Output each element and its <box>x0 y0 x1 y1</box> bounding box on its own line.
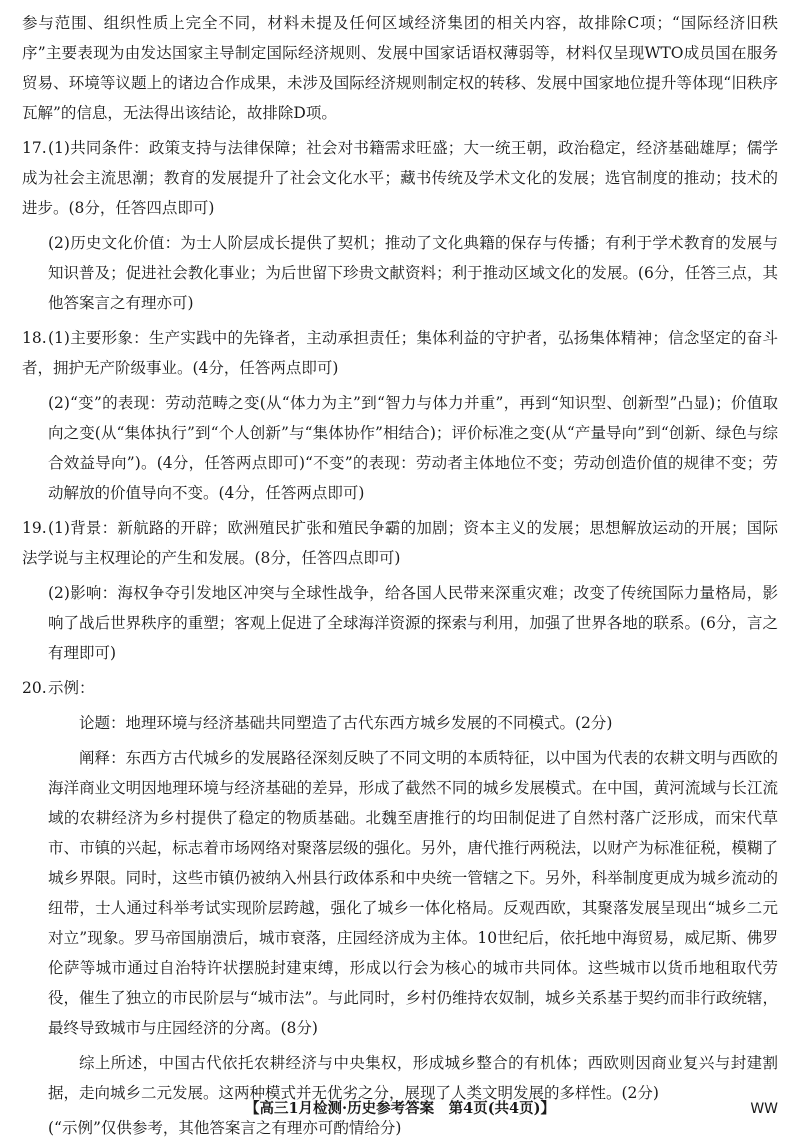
page-footer <box>0 1096 800 1122</box>
explanation: 阐释：东西方古代城乡的发展路径深刻反映了不同文明的本质特征，以中国为代表的农耕文明与西欧的海洋商业文明因地理环境与经济基础的差异，形成了截然不同的城乡发展模式。在中国，黄河流域与长江流域的农耕经济为乡村提供了稳定的物质基础。北魏至唐推行的均田制促进了自然村落广泛形成，而宋代草市、市镇的兴起，标志着市场网络对聚落层级的强化。另外，唐代推行两税法，以财产为标准征税，模糊了城乡界限。同时，这些市镇仍被纳入州县行政体系和中央统一管辖之下。另外，科举制度更成为城乡流动的纽带，士人通过科举考试实现阶层跨越，强化了城乡一体化格局。反观西欧，其聚落发展呈现出“城乡二元对立”现象。罗马帝国崩溃后，城市衰落，庄园经济成为主体。10世纪后，依托地中海贸易，威尼斯、佛罗伦萨等城市通过自治特许状摆脱封建束缚，形成以行会为核心的城市共同体。这些城市以货币地租取代劳役，催生了独立的市民阶层与“城市法”。与此同时，乡村仍维持农奴制，城乡关系基于契约而非行政统辖，最终导致城市与庄园经济的分离。(8分) <box>48 749 778 1037</box>
question-18 <box>22 323 778 508</box>
question-number: 20. <box>22 679 47 697</box>
question-20 <box>22 673 778 1143</box>
example-label: 示例： <box>48 679 95 697</box>
answer-part: (2)影响：海权争夺引发地区冲突与全球性战争，给各国人民带来深重灾难；改变了传统国际力量格局，影响了战后世界秩序的重塑；客观上促进了全球海洋资源的探索与利用，加强了世界各地的联系。(6分，言之有理即可) <box>48 584 778 662</box>
answer-part: (2)历史文化价值：为士人阶层成长提供了契机；推动了文化典籍的保存与传播；有利于学术教育的发展与知识普及；促进社会教化事业；为后世留下珍贵文献资料；利于推动区域文化的发展。(6分，任答三点，其他答案言之有理亦可) <box>48 234 778 312</box>
question-number: 18. <box>22 329 47 347</box>
scoring-note: (“示例”仅供参考，其他答案言之有理亦可酌情给分) <box>48 1119 402 1137</box>
question-19 <box>22 513 778 668</box>
answer-part: (2)“变”的表现：劳动范畴之变(从“体力为主”到“智力与体力并重”，再到“知识型、创新型”凸显)；价值取向之变(从“集体执行”到“个人创新”与“集体协作”相结合)；评价标准之变(从“产量导向”到“创新、绿色与综合效益导向”)。(4分，任答两点即可)“不变”的表现：劳动者主体地位不变；劳动创造价值的规律不变；劳动解放的价值导向不变。(4分，任答两点即可) <box>48 394 778 502</box>
footer-title: 【高三1月检测·历史参考答案 第4页(共4页)】 <box>244 1100 556 1117</box>
answer-part: (1)共同条件：政策支持与法律保障；社会对书籍需求旺盛；大一统王朝，政治稳定，经济基础雄厚；儒学成为社会主流思潮；教育的发展提升了社会文化水平；藏书传统及学术文化的发展；选官制度的推动；技术的进步。(8分，任答四点即可) <box>22 139 778 217</box>
answer-part: (1)背景：新航路的开辟；欧洲殖民扩张和殖民争霸的加剧；资本主义的发展；思想解放运动的开展；国际法学说与主权理论的产生和发展。(8分，任答四点即可) <box>22 519 778 567</box>
question-number: 17. <box>22 139 47 157</box>
conclusion: 综上所述，中国古代依托农耕经济与中央集权，形成城乡整合的有机体；西欧则因商业复兴与封建割据，走向城乡二元发展。这两种模式并无优劣之分，展现了人类文明发展的多样性。(2分) <box>48 1054 778 1102</box>
thesis: 论题：地理环境与经济基础共同塑造了古代东西方城乡发展的不同模式。(2分) <box>79 714 613 732</box>
footer-code: WW <box>750 1101 778 1117</box>
answer-content <box>22 8 778 1148</box>
question-number: 19. <box>22 519 47 537</box>
continued-paragraph: 参与范围、组织性质上完全不同，材料未提及任何区域经济集团的相关内容，故排除C项；“国际经济旧秩序”主要表现为由发达国家主导制定国际经济规则、发展中国家话语权薄弱等，材料仅呈现WTO成员国在服务贸易、环境等议题上的诸边合作成果，未涉及国际经济规则制定权的转移、发展中国家地位提升等体现“旧秩序瓦解”的信息，无法得出该结论，故排除D项。 <box>22 14 778 122</box>
answer-part: (1)主要形象：生产实践中的先锋者，主动承担责任；集体利益的守护者，弘扬集体精神；信念坚定的奋斗者，拥护无产阶级事业。(4分，任答两点即可) <box>22 329 778 377</box>
question-17 <box>22 133 778 318</box>
